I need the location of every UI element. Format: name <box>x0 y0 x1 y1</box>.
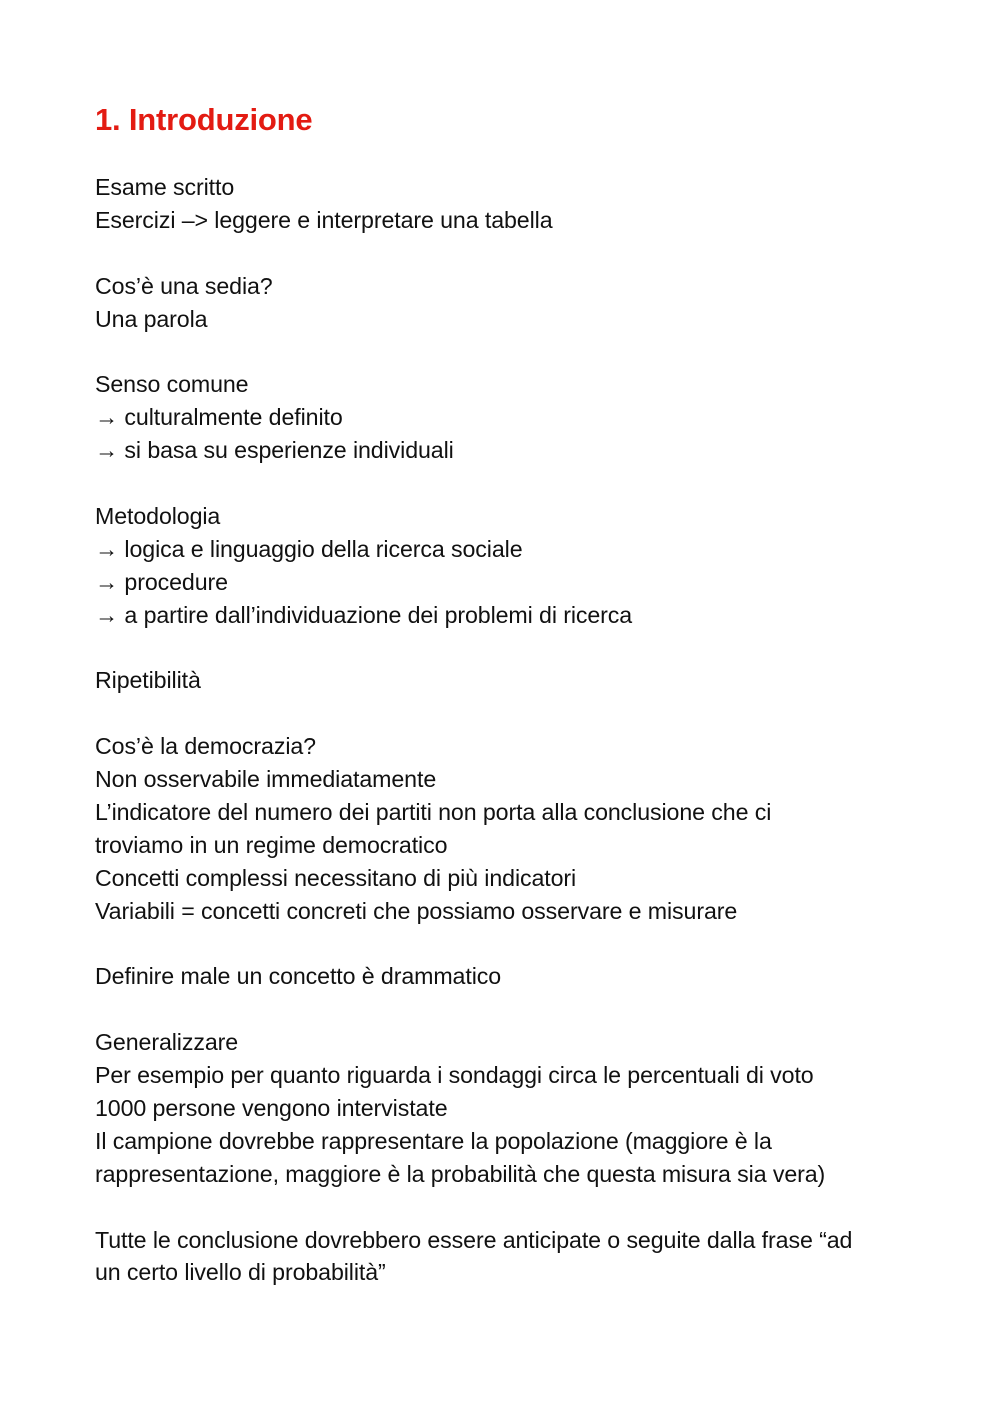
paragraph-gap <box>95 467 920 500</box>
text-line: 1000 persone vengono intervistate <box>95 1094 448 1121</box>
text-line: L’indicatore del numero dei partiti non porta alla conclusione che ci <box>95 798 772 825</box>
text-line: Non osservabile immediatamente <box>95 766 437 793</box>
text-line: Tutte le conclusione dovrebbero essere anticipate o seguite dalla frase “ad <box>95 1226 853 1253</box>
text-line: Variabili = concetti concreti che possiamo osservare e misurare <box>95 897 738 924</box>
text-line: troviamo in un regime democratico <box>95 831 448 858</box>
text-line: Cos’è una sedia? <box>95 272 273 299</box>
paragraph-gap <box>95 697 920 730</box>
text-line: Metodologia <box>95 502 221 529</box>
text-line: → culturalmente definito <box>95 404 343 431</box>
page-title: 1. Introduzione <box>95 102 313 137</box>
text-line: Senso comune <box>95 371 249 398</box>
text-line: → si basa su esperienze individuali <box>95 437 454 464</box>
paragraph-gap <box>95 927 920 960</box>
text-line: Una parola <box>95 305 208 332</box>
paragraph-gap <box>95 1191 920 1224</box>
paragraph-gap <box>95 993 920 1026</box>
text-line: Esame scritto <box>95 174 235 200</box>
paragraph-gap <box>95 631 920 664</box>
text-line: Cos’è la democrazia? <box>95 733 316 760</box>
text-line: → logica e linguaggio della ricerca sociale <box>95 535 523 562</box>
text-line: Concetti complessi necessitano di più indicatori <box>95 864 577 891</box>
text-line: → a partire dall’individuazione dei problemi di ricerca <box>95 601 633 628</box>
document-body <box>95 171 920 1289</box>
paragraph-gap <box>95 237 920 270</box>
text-line: rappresentazione, maggiore è la probabilità che questa misura sia vera) <box>95 1160 826 1187</box>
text-line: Esercizi –> leggere e interpretare una tabella <box>95 206 553 233</box>
paragraph-gap <box>95 335 920 368</box>
text-line: → procedure <box>95 568 228 595</box>
text-line: Definire male un concetto è drammatico <box>95 963 502 990</box>
text-line: Ripetibilità <box>95 667 201 694</box>
text-line: Il campione dovrebbe rappresentare la popolazione (maggiore è la <box>95 1127 772 1154</box>
text-line: un certo livello di probabilità” <box>95 1259 386 1286</box>
text-line: Per esempio per quanto riguarda i sondaggi circa le percentuali di voto <box>95 1062 814 1089</box>
text-line: Generalizzare <box>95 1029 239 1056</box>
